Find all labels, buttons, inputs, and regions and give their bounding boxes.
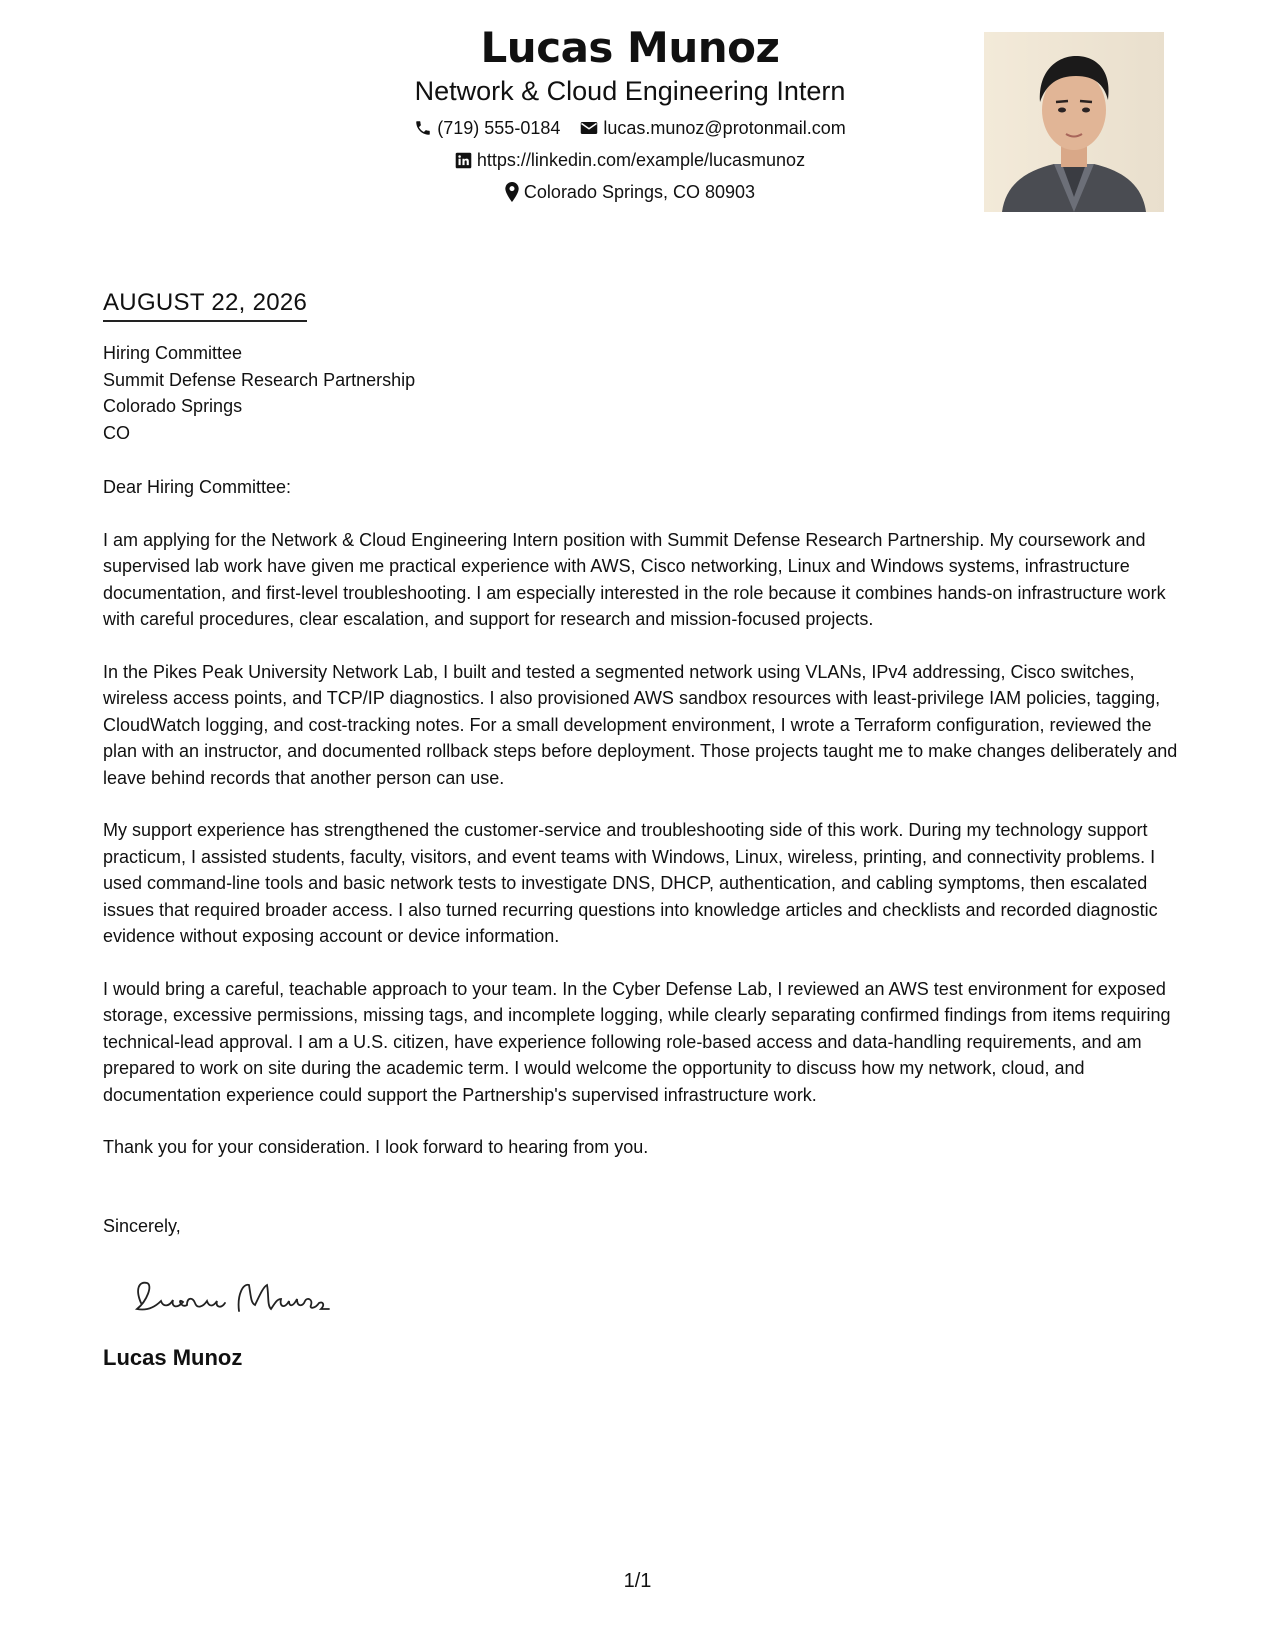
location-text: Colorado Springs, CO 80903	[523, 182, 756, 202]
linkedin-icon	[455, 152, 472, 169]
contact-phone	[414, 117, 560, 139]
recipient-line: Colorado Springs	[103, 396, 243, 416]
body-paragraph: In the Pikes Peak University Network Lab, I built and tested a segmented network using VLANs, IPv4 addressing, Cisco switches, wireless access points, and TCP/IP diagnostics. I also provisioned AWS sandbox resources with least-privilege IAM policies, tagging, CloudWatch logging, and cost-tracking notes. For a small development environment, I wrote a Terraform configuration, reviewed the plan with an instructor, and documented rollback steps before deployment. Those projects taught me to make changes deliberately and leave behind records that another person can use.	[103, 661, 1178, 788]
salutation: Dear Hiring Committee:	[103, 477, 292, 497]
applicant-name: Lucas Munoz	[480, 23, 780, 72]
contact-line-phone-email	[300, 117, 960, 139]
body-paragraph: I would bring a careful, teachable approach to your team. In the Cyber Defense Lab, I reviewed an AWS test environment for exposed storage, excessive permissions, missing tags, and incomplete logging, while clearly separating confirmed findings from items requiring technical-lead approval. I am a U.S. citizen, have experience following role-based access and data-handling requirements, and am prepared to work on site during the academic term. I would welcome the opportunity to discuss how my network, cloud, and documentation experience could support the Partnership's supervised infrastructure work.	[103, 978, 1171, 1105]
signer-name: Lucas Munoz	[103, 1345, 243, 1370]
contact-location	[505, 181, 755, 203]
recipient-line: Hiring Committee	[103, 343, 243, 363]
map-pin-icon	[505, 182, 519, 202]
applicant-role: Network & Cloud Engineering Intern	[414, 76, 846, 106]
body-paragraph: Thank you for your consideration. I look forward to hearing from you.	[103, 1137, 649, 1157]
letter-body	[103, 288, 1178, 1372]
closing: Sincerely,	[103, 1215, 181, 1236]
recipient-line: CO	[103, 422, 130, 443]
contact-line-location	[300, 181, 960, 203]
envelope-icon	[580, 120, 598, 136]
letter-header	[300, 22, 960, 203]
contact-line-linkedin	[300, 149, 960, 171]
body-paragraph: My support experience has strengthened the customer-service and troubleshooting side of this work. During my technology support practicum, I assisted students, faculty, visitors, and event teams with Windows, Linux, wireless, printing, and connectivity problems. I used command-line tools and basic network tests to investigate DNS, DHCP, authentication, and cabling symptoms, then escalated issues that required broader access. I also turned recurring questions into knowledge articles and checklists and recorded diagnostic evidence without exposing account or device information.	[103, 820, 1158, 946]
phone-number: (719) 555-0184	[437, 118, 561, 138]
phone-icon	[414, 119, 432, 137]
contact-linkedin[interactable]	[455, 149, 805, 171]
headshot-photo	[984, 32, 1164, 212]
linkedin-url[interactable]: https://linkedin.com/example/lucasmunoz	[476, 150, 806, 170]
body-paragraph: I am applying for the Network & Cloud Engineering Intern position with Summit Defense Research Partnership. My coursework and supervised lab work have given me practical experience with AWS, Cisco networking, Linux and Windows systems, infrastructure documentation, and first-level troubleshooting. I am especially interested in the role because it combines hands-on infrastructure work with careful procedures, clear escalation, and support for research and mission-focused projects.	[103, 529, 1166, 629]
recipient-line: Summit Defense Research Partnership	[103, 369, 416, 390]
contact-email[interactable]	[580, 117, 845, 139]
page-number: 1/1	[623, 1570, 652, 1592]
handwritten-signature	[127, 1267, 347, 1327]
date-block	[103, 288, 307, 322]
email-address[interactable]: lucas.munoz@protonmail.com	[603, 118, 846, 138]
recipient-address	[103, 340, 1178, 446]
letter-date: AUGUST 22, 2026	[103, 289, 308, 316]
